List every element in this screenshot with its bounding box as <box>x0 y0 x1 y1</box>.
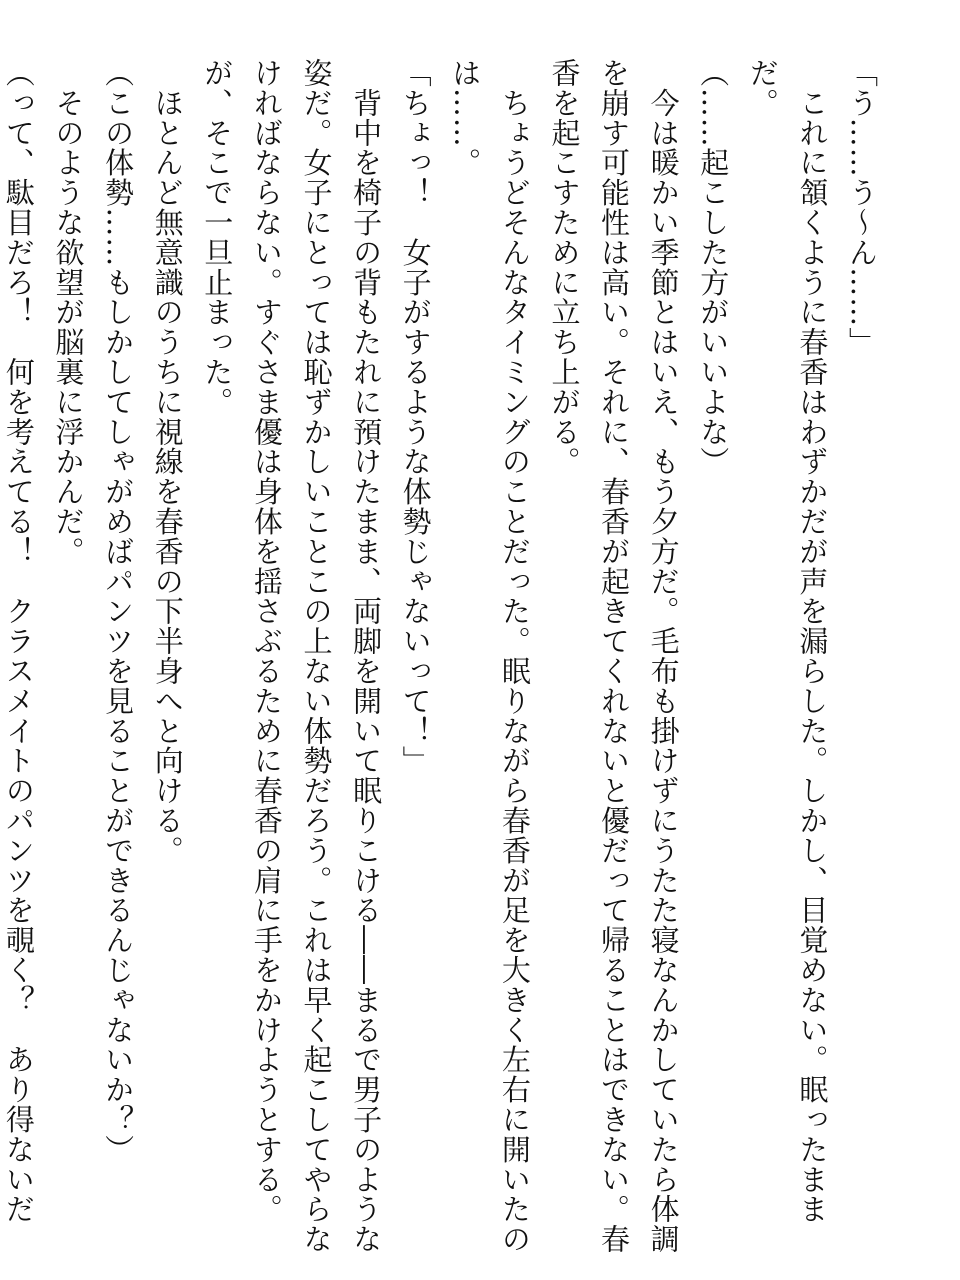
text-line-16: （この体勢……もしかしてしゃがめばパンツを見ることができるんじゃないか？） <box>101 58 136 1165</box>
vertical-text-body <box>0 58 886 1254</box>
text-line-1: 「う……う～ん……」 <box>845 58 879 357</box>
text-line-18: （って、駄目だろ！ 何を考えてる！ クラスメイトのパンツを覗く？ あり得ないだ <box>1 58 36 1225</box>
text-line-6: を崩す可能性は高い。それに、春香が起きてくれないと優だって帰ることはできない。春 <box>597 58 632 1254</box>
text-line-10: 「ちょっ！ 女子がするような体勢じゃないって！」 <box>398 58 433 776</box>
text-line-7: 香を起こすために立ち上がる。 <box>547 58 582 477</box>
text-line-17: そのような欲望が脳裏に浮かんだ。 <box>51 58 86 567</box>
text-line-2: これに頷くように春香はわずかだが声を漏らした。しかし、目覚めない。眠ったまま <box>795 58 830 1225</box>
text-line-12: 姿だ。女子にとっては恥ずかしいことこの上ない体勢だろう。これは早く起こしてやらな <box>299 58 334 1254</box>
text-line-13: ければならない。すぐさま優は身体を揺さぶるために春香の肩に手をかけようとする。 <box>249 58 284 1225</box>
text-line-9: は……。 <box>448 58 483 178</box>
text-line-5: 今は暖かい季節とはいえ、もう夕方だ。毛布も掛けずにうたた寝なんかしていたら体調 <box>646 58 681 1254</box>
text-line-3: だ。 <box>745 58 780 118</box>
text-line-11: 背中を椅子の背もたれに預けたまま、両脚を開いて眠りこける――まるで男子のような <box>349 58 384 1254</box>
text-line-15: ほとんど無意識のうちに視線を春香の下半身へと向ける。 <box>150 58 185 866</box>
text-line-14: が、そこで一旦止まった。 <box>200 58 235 417</box>
text-line-8: ちょうどそんなタイミングのことだった。眠りながら春香が足を大きく左右に開いたの <box>497 58 532 1254</box>
text-line-4: （……起こした方がいいよな） <box>696 58 731 477</box>
